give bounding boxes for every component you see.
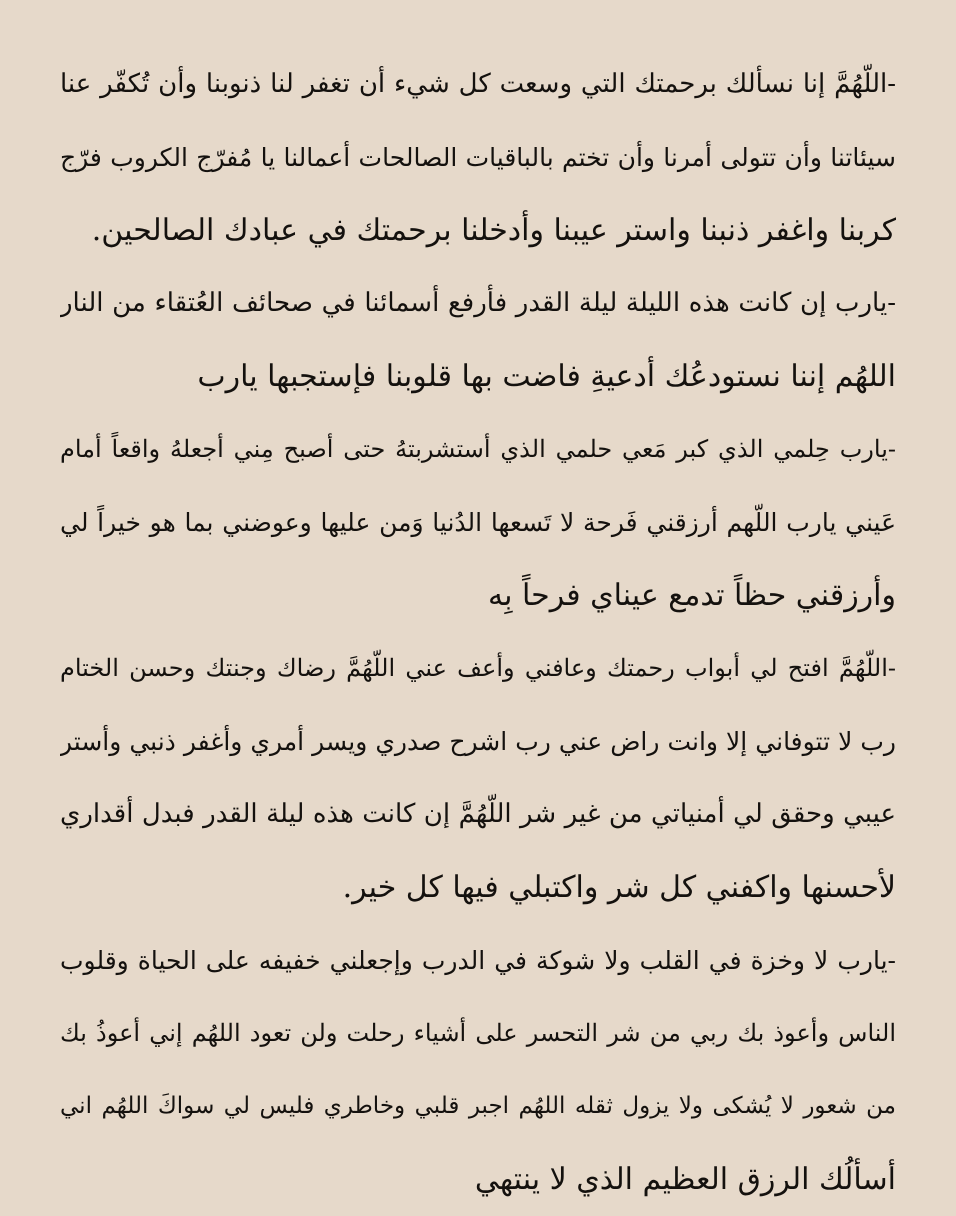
text-line: -يارب إن كانت هذه الليلة ليلة القدر فأرفع أسمائنا في صحائف العُتقاء من النار	[60, 288, 896, 318]
text-line: من شعور لا يُشكى ولا يزول ثقله اللهُم اجبر قلبي وخاطري فليس لي سواكَ اللهُم اني	[60, 1093, 896, 1119]
text-line: الناس وأعوذ بك ربي من شر التحسر على أشياء رحلت ولن تعود اللهُم إني أعوذُ بك	[60, 1019, 896, 1047]
text-line: -يارب حِلمي الذي كبر مَعي حلمي الذي أستشربتهُ حتى أصبح مِني أجعلهُ واقعاً أمام	[60, 435, 896, 463]
text-line: عيبي وحقق لي أمنياتي من غير شر اللّهُمَّ إن كانت هذه ليلة القدر فبدل أقداري	[60, 799, 896, 829]
text-line: -اللّهُمَّ إنا نسألك برحمتك التي وسعت كل شيء أن تغفر لنا ذنوبنا وأن تُكفّر عنا	[60, 69, 896, 99]
text-line: عَيني يارب اللّهم أرزقني فَرحة لا تَسعها الدُنيا وَمن عليها وعوضني بما هو خيراً لي	[60, 508, 896, 537]
text-line: وأرزقني حظاً تدمع عيناي فرحاً بِه	[488, 578, 896, 613]
text-line: رب لا تتوفاني إلا وانت راض عني رب اشرح صدري ويسر أمري وأغفر ذنبي وأستر	[60, 727, 896, 756]
text-line: -اللّهُمَّ افتح لي أبواب رحمتك وعافني وأعف عني اللّهُمَّ رضاك وجنتك وحسن الختام	[60, 654, 896, 682]
text-line: سيئاتنا وأن تتولى أمرنا وأن تختم بالباقيات الصالحات أعمالنا يا مُفرّج الكروب فرّج	[60, 143, 896, 172]
text-line: لأحسنها واكفني كل شر واكتبلي فيها كل خير.	[342, 870, 896, 905]
text-line: كربنا واغفر ذنبنا واستر عيبنا وأدخلنا برحمتك في عبادك الصالحين.	[91, 213, 896, 248]
text-line: أسألُك الرزق العظيم الذي لا ينتهي	[474, 1162, 896, 1197]
text-line: -يارب لا وخزة في القلب ولا شوكة في الدرب وإجعلني خفيفه على الحياة وقلوب	[60, 946, 896, 975]
prayer-text-block	[60, 48, 896, 1216]
text-line: اللهُم إننا نستودعُك أدعيةِ فاضت بها قلوبنا فإستجبها يارب	[197, 359, 896, 394]
